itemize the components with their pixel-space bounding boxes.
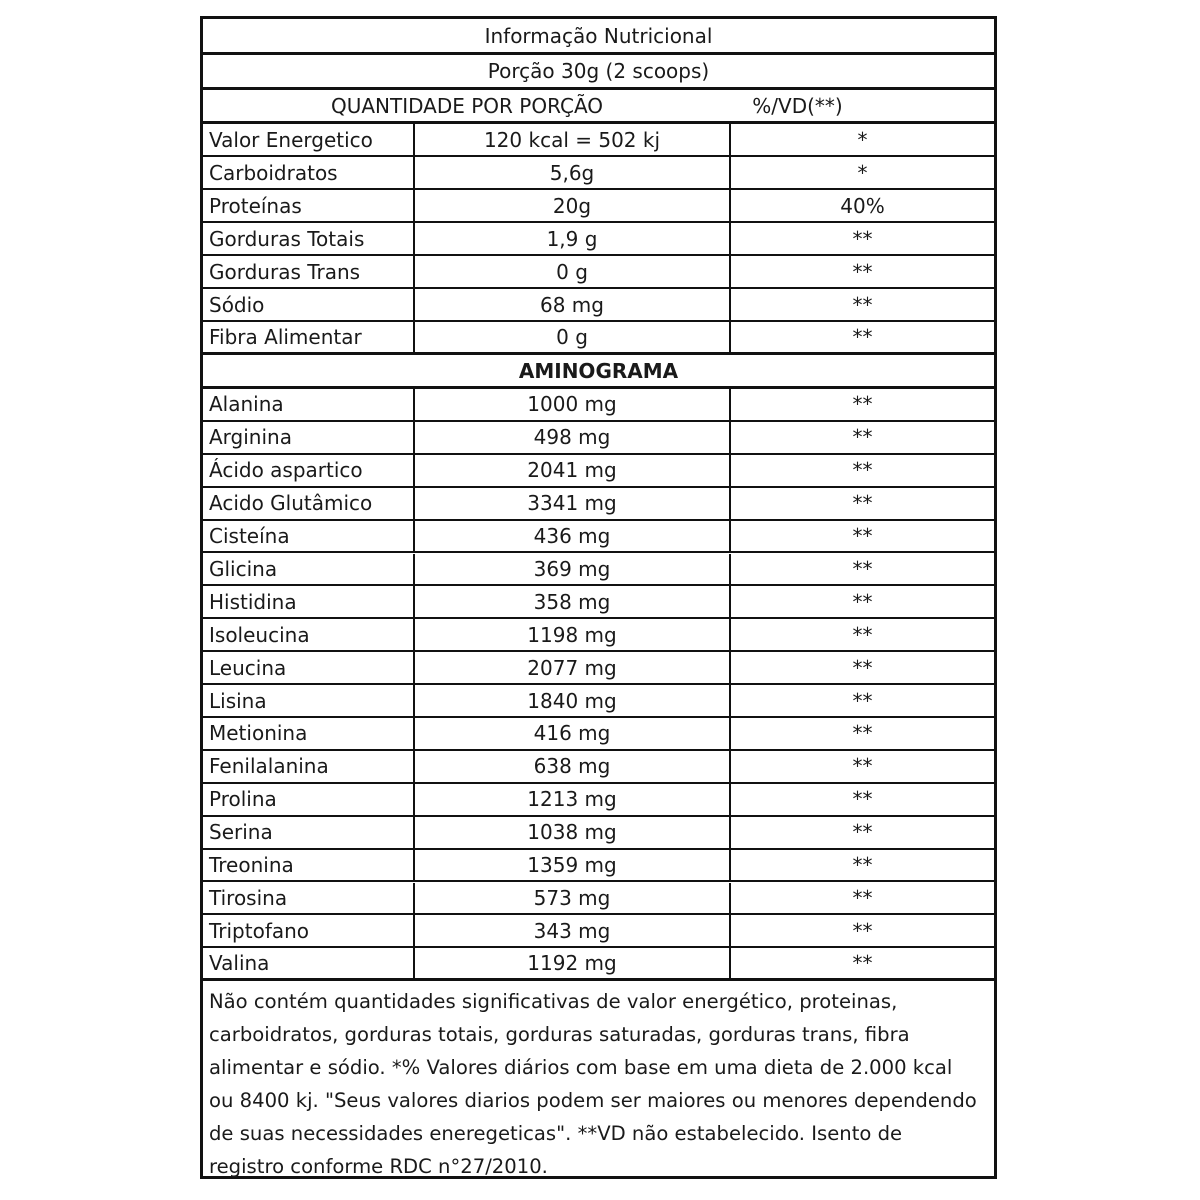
aminogram-header-row: [203, 355, 994, 389]
daily-value: **: [852, 491, 873, 516]
nutrient-name: Prolina: [203, 784, 415, 815]
nutrient-name: Triptofano: [203, 915, 415, 946]
daily-value: **: [852, 556, 873, 581]
daily-value: **: [852, 589, 873, 614]
daily-value: **: [852, 688, 873, 713]
table-row: [203, 322, 994, 355]
nutrient-amount: 1192 mg: [415, 948, 731, 978]
footnote-line: registro conforme RDC n°27/2010.: [209, 1155, 548, 1178]
footnote-line: de suas necessidades eneregeticas". **VD não estabelecido. Isento de: [209, 1122, 903, 1145]
daily-value: *: [857, 127, 868, 152]
nutrient-name: Valor Energetico: [203, 124, 415, 155]
nutrient-amount: 1038 mg: [415, 817, 731, 848]
nutrient-amount: 68 mg: [415, 289, 731, 320]
daily-value: **: [852, 458, 873, 483]
nutrient-amount: 0 g: [415, 256, 731, 287]
table-row: [203, 554, 994, 587]
table-row: [203, 586, 994, 619]
nutrient-name: Sódio: [203, 289, 415, 320]
table-row: [203, 948, 994, 981]
table-row: [203, 850, 994, 883]
table-row: [203, 685, 994, 718]
nutrient-name: Treonina: [203, 850, 415, 881]
nutrient-amount: 1000 mg: [415, 389, 731, 420]
table-row: [203, 124, 994, 157]
daily-value: **: [852, 853, 873, 878]
nutrient-amount: 2077 mg: [415, 652, 731, 683]
footnote-line: Não contém quantidades significativas de valor energético, proteinas,: [209, 990, 898, 1013]
aminogram-title: AMINOGRAMA: [518, 358, 679, 383]
footnote-line: alimentar e sódio. *% Valores diários com base em uma dieta de 2.000 kcal: [209, 1056, 953, 1079]
nutrient-name: Serina: [203, 817, 415, 848]
daily-value: **: [852, 918, 873, 943]
table-row: [203, 488, 994, 521]
nutrient-name: Proteínas: [203, 190, 415, 221]
nutrition-facts-table: [200, 16, 997, 1179]
daily-value: **: [852, 820, 873, 845]
nutrient-amount: 3341 mg: [415, 488, 731, 519]
table-row: [203, 455, 994, 488]
footnote-line: ou 8400 kj. "Seus valores diarios podem ser maiores ou menores dependendo: [209, 1089, 977, 1112]
nutrient-amount: 369 mg: [415, 554, 731, 585]
table-row: [203, 718, 994, 751]
nutrient-amount: 5,6g: [415, 157, 731, 188]
nutrient-name: Cisteína: [203, 521, 415, 552]
daily-value: **: [852, 292, 873, 317]
nutrient-amount: 573 mg: [415, 883, 731, 914]
table-row: [203, 652, 994, 685]
nutrient-name: Ácido aspartico: [203, 455, 415, 486]
daily-value: 40%: [840, 193, 885, 218]
table-title: Informação Nutricional: [484, 23, 713, 48]
daily-value: **: [852, 325, 873, 349]
nutrient-amount: 1,9 g: [415, 223, 731, 254]
daily-value: **: [852, 787, 873, 812]
daily-value: **: [852, 392, 873, 417]
nutrient-amount: 1840 mg: [415, 685, 731, 716]
table-row: [203, 883, 994, 916]
nutrient-amount: 638 mg: [415, 751, 731, 782]
daily-value: *: [857, 160, 868, 185]
nutrient-name: Gorduras Totais: [203, 223, 415, 254]
table-row: [203, 422, 994, 455]
nutrient-name: Valina: [203, 948, 415, 978]
title-row: [203, 19, 994, 55]
nutrient-amount: 120 kcal = 502 kj: [415, 124, 731, 155]
daily-value: **: [852, 885, 873, 910]
daily-value: **: [852, 754, 873, 779]
daily-value: **: [852, 259, 873, 284]
nutrient-name: Fibra Alimentar: [203, 322, 415, 352]
nutrient-amount: 1198 mg: [415, 619, 731, 650]
nutrient-amount: 20g: [415, 190, 731, 221]
nutrient-amount: 0 g: [415, 322, 731, 352]
table-row: [203, 521, 994, 554]
daily-value: **: [852, 226, 873, 251]
table-row: [203, 389, 994, 422]
daily-value: **: [852, 721, 873, 746]
daily-value-header: %/VD(**): [752, 93, 843, 118]
daily-value: **: [852, 524, 873, 549]
nutrient-name: Isoleucina: [203, 619, 415, 650]
nutrient-name: Tirosina: [203, 883, 415, 914]
nutrient-name: Carboidratos: [203, 157, 415, 188]
nutrient-amount: 1213 mg: [415, 784, 731, 815]
nutrient-amount: 416 mg: [415, 718, 731, 749]
nutrient-name: Alanina: [203, 389, 415, 420]
column-header-row: [203, 90, 994, 124]
table-row: [203, 915, 994, 948]
table-row: [203, 751, 994, 784]
table-row: [203, 817, 994, 850]
footnote-line: carboidratos, gorduras totais, gorduras saturadas, gorduras trans, fibra: [209, 1023, 910, 1046]
daily-value: **: [852, 425, 873, 450]
nutrient-name: Acido Glutâmico: [203, 488, 415, 519]
nutrient-name: Fenilalanina: [203, 751, 415, 782]
table-row: [203, 190, 994, 223]
nutrient-amount: 343 mg: [415, 915, 731, 946]
nutrient-amount: 1359 mg: [415, 850, 731, 881]
table-row: [203, 157, 994, 190]
nutrient-amount: 436 mg: [415, 521, 731, 552]
serving-size: Porção 30g (2 scoops): [487, 59, 710, 83]
table-row: [203, 256, 994, 289]
nutrient-name: Histidina: [203, 586, 415, 617]
table-row: [203, 784, 994, 817]
nutrient-name: Metionina: [203, 718, 415, 749]
serving-row: [203, 55, 994, 90]
nutrient-name: Lisina: [203, 685, 415, 716]
footnote: [203, 982, 994, 1183]
nutrient-amount: 2041 mg: [415, 455, 731, 486]
nutrient-name: Gorduras Trans: [203, 256, 415, 287]
nutrient-amount: 498 mg: [415, 422, 731, 453]
nutrient-name: Leucina: [203, 652, 415, 683]
table-row: [203, 619, 994, 652]
table-row: [203, 289, 994, 322]
quantity-header: QUANTIDADE POR PORÇÃO: [330, 93, 604, 118]
daily-value: **: [852, 655, 873, 680]
daily-value: **: [852, 622, 873, 647]
nutrient-name: Arginina: [203, 422, 415, 453]
nutrient-amount: 358 mg: [415, 586, 731, 617]
daily-value: **: [852, 951, 873, 976]
table-row: [203, 223, 994, 256]
nutrient-name: Glicina: [203, 554, 415, 585]
